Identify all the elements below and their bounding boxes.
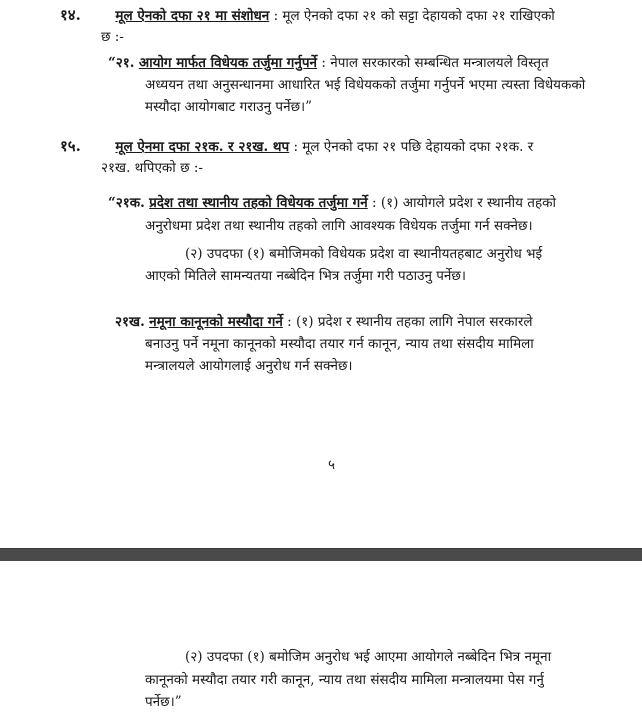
section-15-line-1 [60, 137, 616, 156]
clause-21-number: “२१. [108, 55, 135, 71]
clause-21ka-text: : (१) आयोगले प्रदेश र स्थानीय तहको [372, 195, 556, 211]
clause-21kha-line-3: मन्त्रालयले आयोगलाई अनुरोध गर्न सक्नेछ। [145, 358, 353, 374]
clause-21kha-number: २१ख. [115, 314, 145, 330]
document-page-lower [0, 561, 642, 715]
section-14-heading: मूल ऐनको दफा २१ मा संशोधन [115, 8, 270, 24]
page-separator [0, 548, 642, 562]
section-15-number: १५. [60, 137, 81, 155]
section-14-number: १४. [60, 6, 81, 24]
clause-21kha-sub2-line-2: कानूनको मस्यौदा तयार गरी कानून, न्याय तथा संसदीय मामिला मन्त्रालयमा पेस गर्नु [145, 672, 544, 688]
clause-21ka-line-1 [108, 194, 616, 212]
clause-21kha-line-1 [115, 313, 616, 331]
clause-21ka-sub2-line-2: आएको मितिले सामन्यतया नब्बेदिन भित्र तर्जुमा गरी पठाउनु पर्नेछ। [145, 268, 466, 284]
clause-21ka-sub2-line-1: (२) उपदफा (१) बमोजिमको विधेयक प्रदेश वा स्थानीयतहबाट अनुरोध भई [185, 246, 543, 262]
section-14-line-1 [60, 6, 616, 25]
clause-21kha-sub2-line-3: पर्नेछ।” [145, 694, 182, 710]
clause-21ka-line-2: अनुरोधमा प्रदेश तथा स्थानीय तहको लागि आवश्यक विधेयक तर्जुमा गर्न सक्नेछ। [145, 218, 533, 234]
page-number: ५ [328, 457, 336, 473]
section-15-heading: मूल ऐनमा दफा २१क. र २१ख. थप [115, 139, 290, 155]
clause-21-heading: आयोग मार्फत विधेयक तर्जुमा गर्नुपर्ने [138, 55, 318, 71]
clause-21kha-line-2: बनाउनु पर्ने नमूना कानूनको मस्यौदा तयार गर्न कानून, न्याय तथा संसदीय मामिला [145, 336, 534, 352]
clause-21-line-3: मस्यौदा आयोगबाट गराउनु पर्नेछ।” [145, 99, 313, 115]
clause-21-line-2: अध्ययन तथा अनुसन्धानमा आधारित भई विधेयकको तर्जुमा गर्नुपर्ने भएमा त्यस्ता विधेयकको [145, 77, 586, 93]
section-14-intro: : मूल ऐनको दफा २१ को सट्टा देहायको दफा २१ राखिएको [273, 8, 555, 24]
clause-21ka-heading: प्रदेश तथा स्थानीय तहको विधेयक तर्जुमा गर्ने [149, 195, 368, 211]
clause-21kha-heading: नमूना कानूनको मस्यौदा गर्ने [149, 314, 283, 330]
section-14-line-2: छ :- [101, 29, 124, 45]
clause-21ka-number: “२१क. [108, 195, 145, 211]
section-15-line-2: २१ख. थपिएको छ :- [101, 160, 203, 176]
clause-21-text: : नेपाल सरकारको सम्बन्धित मन्त्रालयले विस्तृत [321, 55, 549, 71]
clause-21kha-text: : (१) प्रदेश र स्थानीय तहका लागि नेपाल सरकारले [287, 314, 533, 330]
clause-21-line-1 [108, 54, 616, 72]
clause-21kha-sub2-line-1: (२) उपदफा (१) बमोजिम अनुरोध भई आएमा आयोगले नब्बेदिन भित्र नमूना [185, 649, 552, 665]
section-15-intro: : मूल ऐनको दफा २१ पछि देहायको दफा २१क. र [293, 139, 534, 155]
